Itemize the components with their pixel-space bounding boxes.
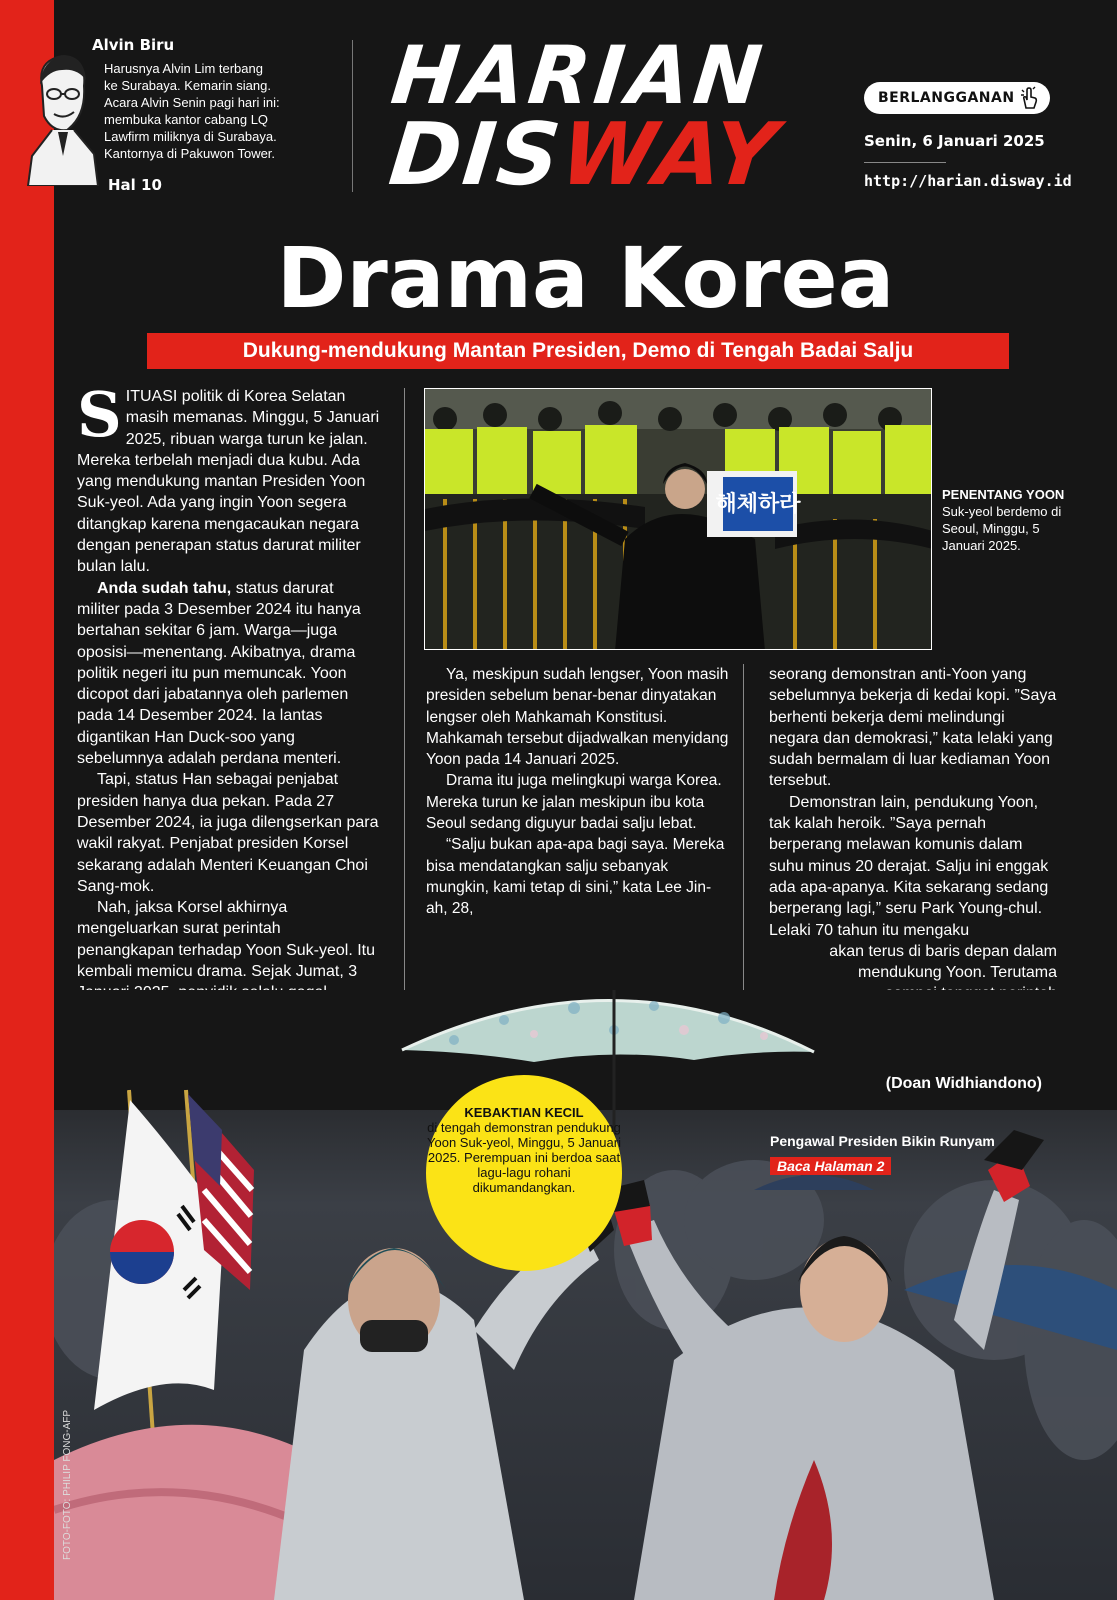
- header-divider: [352, 40, 353, 192]
- photo2-caption-badge: KEBAKTIAN KECIL di tengah demonstran pendukung Yoon Suk-yeol, Minggu, 5 Januari 2025. Perempuan ini berdoa saat lagu-lagu rohani dikumandangkan.: [426, 1075, 622, 1271]
- article-column-2: Ya, meskipun sudah lengser, Yoon masih presiden sebelum benar-benar dinyatakan lengser oleh Mahkamah Konstitusi. Mahkamah tersebut dijadwalkan menyidang Yoon pada 14 Januari 2025. Drama itu juga melingkupi warga Korea. Mereka turun ke jalan meskipun ibu kota Seoul sedang diguyur badai salju lebat. “Salju bukan apa-apa bagi saya. Mereka bisa mendatangkan salju sebanyak mungkin, kami tetap di sini,” kata Lee Jin-ah, 28,: [426, 666, 729, 918]
- columnist-caricature-icon: [22, 46, 104, 186]
- article-column-1: S ITUASI politik di Korea Selatan masih memanas. Minggu, 5 Januari 2025, ribuan warga turun ke jalan. Mereka terbelah menjadi dua kubu. Ada yang mendukung mantan Presiden Yoon Suk-yeol. Ada yang ingin Yoon segera ditangkap karena mengacaukan negara dengan penerapan status darurat militer bulan lalu. Anda sudah tahu, status darurat militer pada 3 Desember 2024 itu hanya bertahan sekitar 6 jam. Warga—juga oposisi—menentang. Akibatnya, drama politik negeri itu pun memuncak. Yoon dicopot dari jabatannya oleh parlemen pada 14 Desember 2024. Ia lantas digantikan Han Duck-soo yang sebelumnya adalah perdana menteri. Tapi, status Han sebagai penjabat presiden hanya dua pekan. Pada 27 Desember 2024, ia juga dilengserkan para wakil rakyat. Penjabat presiden Korsel sekarang adalah Menteri Keuangan Choi Sang-mok. Nah, jaksa Korsel akhirnya mengeluarkan surat perintah penangkapan terhadap Yoon Suk-yeol. Itu kembali memicu drama. Sejak Jumat, 3: [77, 378, 380, 981]
- issue-date: Senin, 6 Januari 2025: [864, 132, 1045, 150]
- photo-credit: FOTO-FOTO: PHILIP FONG-AFP: [62, 1409, 73, 1560]
- left-red-bar: [0, 0, 54, 1600]
- teaser-title: Pengawal Presiden Bikin Runyam: [770, 1133, 995, 1149]
- site-url-link[interactable]: http://harian.disway.id: [864, 172, 1072, 190]
- dropcap: S: [77, 378, 122, 451]
- byline: (Doan Widhiandono): [885, 1075, 1042, 1092]
- subscribe-button[interactable]: BERLANGGANAN: [864, 82, 1050, 114]
- column-divider: [404, 388, 405, 1028]
- logo-disway: DISWAY: [384, 105, 784, 205]
- read-page-2-link[interactable]: Baca Halaman 2: [770, 1157, 891, 1175]
- pointer-hand-icon: [1018, 86, 1040, 110]
- subheadline: Dukung-mendukung Mantan Presiden, Demo di Tengah Badai Salju: [147, 333, 1009, 369]
- article-column-3: seorang demonstran anti-Yoon yang sebelumnya bekerja di kedai kopi. ”Saya berhenti bekerja demi melindungi negara dan demokrasi,” kata lelaki yang sudah bermalam di luar kediaman Yoon tersebut. Demonstran lain, pendukung Yoon, tak kalah heroik. ”Saya pernah berperang melawan komunis dalam suhu minus 20 derajat. Salju ini enggak ada apa-apanya. Kita sekarang sedang berperang lagi,” seru Park Young-chul. Lelaki 70 tahun itu mengaku akan terus di baris depan dalam mendukung Yoon. Terutama: [769, 666, 1057, 982]
- columnist-page-ref[interactable]: Hal 10: [108, 176, 162, 194]
- column-divider: [743, 664, 744, 994]
- protest-sign-text: 해체하라: [715, 492, 801, 517]
- columnist-teaser: Harusnya Alvin Lim terbang ke Surabaya. Kemarin siang. Acara Alvin Senin pagi hari ini: membuka kantor cabang LQ Lawfirm miliknya di Surabaya. Kantornya di Pakuwon Tower.: [104, 61, 280, 161]
- headline: Drama Korea: [276, 229, 895, 327]
- date-divider: [864, 162, 946, 163]
- photo-anti-yoon-protester: [424, 388, 932, 650]
- columnist-name: Alvin Biru: [92, 36, 175, 54]
- logo-harian: HARIAN: [387, 29, 771, 122]
- photo1-caption: PENENTANG YOON Suk-yeol berdemo di Seoul, Minggu, 5 Januari 2025.: [942, 487, 1065, 553]
